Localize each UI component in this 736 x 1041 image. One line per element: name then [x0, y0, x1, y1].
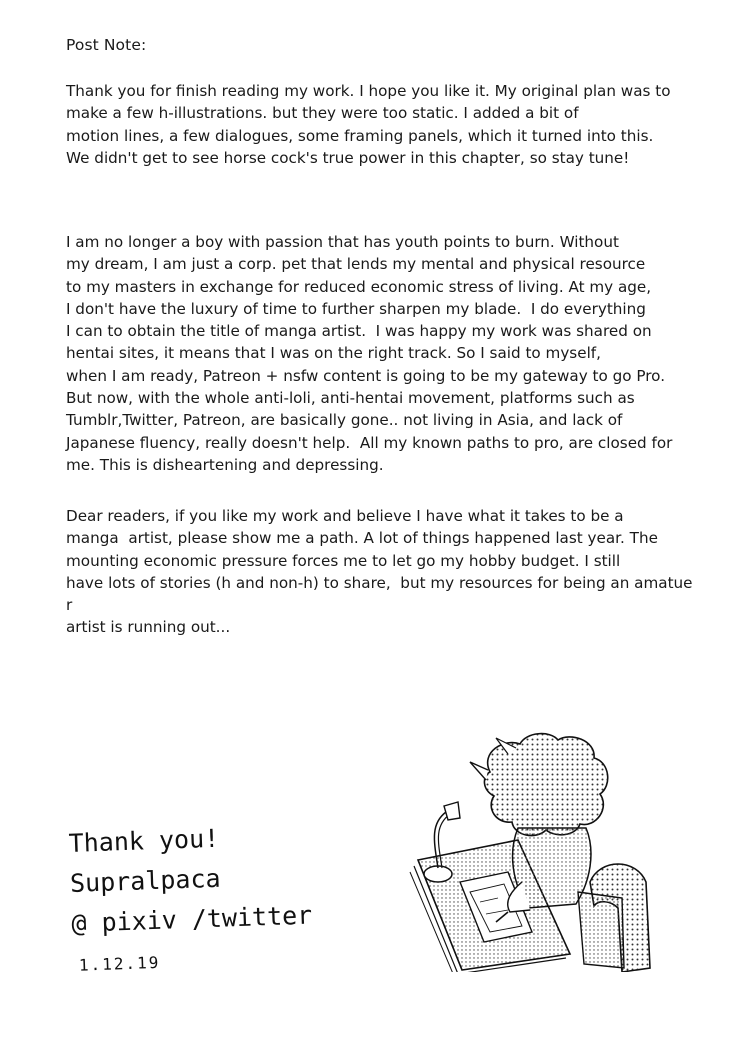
- text-line: Thank you for finish reading my work. I hope you like it. My original plan was to: [66, 82, 671, 100]
- text-line: We didn't get to see horse cock's true power in this chapter, so stay tune!: [66, 148, 630, 167]
- character-head: [470, 734, 608, 836]
- text-line: me. This is disheartening and depressing.: [66, 455, 384, 474]
- handwritten-signature: [68, 816, 314, 988]
- paragraph-situation: [66, 231, 706, 476]
- text-line: my dream, I am just a corp. pet that lends my mental and physical resource: [66, 255, 646, 274]
- text-line: make a few h-illustrations. but they were too static. I added a bit of: [66, 104, 579, 123]
- signature-name: Supralpaca: [69, 863, 222, 898]
- text-line: to my masters in exchange for reduced economic stress of living. At my age,: [66, 277, 652, 296]
- text-line: artist is running out...: [66, 618, 231, 637]
- text-line: Dear readers, if you like my work and believe I have what it takes to be a: [66, 507, 624, 525]
- signature-handle: @ pixiv /twitter: [70, 900, 313, 938]
- text-line: I don't have the luxury of time to further sharpen my blade. I do everything: [66, 299, 646, 318]
- page-title: Post Note:: [66, 36, 147, 54]
- artist-drawing-illustration: [400, 732, 690, 972]
- text-line: when I am ready, Patreon + nsfw content is going to be my gateway to go Pro.: [66, 366, 666, 385]
- text-line: manga artist, please show me a path. A lot of things happened last year. The: [66, 529, 658, 548]
- chair: [578, 864, 650, 972]
- text-line: hentai sites, it means that I was on the right track. So I said to myself,: [66, 344, 601, 363]
- text-line: I can to obtain the title of manga artist. I was happy my work was shared on: [66, 322, 652, 341]
- signature-date: 1.12.19: [78, 952, 161, 975]
- paragraph-thanks: [66, 80, 706, 169]
- text-line: Japanese fluency, really doesn't help. All my known paths to pro, are closed for: [66, 433, 673, 452]
- text-line: But now, with the whole anti-loli, anti-hentai movement, platforms such as: [66, 389, 635, 408]
- text-line: motion lines, a few dialogues, some framing panels, which it turned into this.: [66, 126, 654, 145]
- text-line: r: [66, 596, 73, 615]
- signature-thanks: Thank you!: [68, 823, 220, 858]
- paragraph-appeal: [66, 505, 706, 639]
- text-line: have lots of stories (h and non-h) to share, but my resources for being an amatue: [66, 573, 693, 592]
- text-line: Tumblr,Twitter, Patreon, are basically gone.. not living in Asia, and lack of: [66, 411, 623, 430]
- text-line: mounting economic pressure forces me to let go my hobby budget. I still: [66, 551, 621, 570]
- text-line: I am no longer a boy with passion that has youth points to burn. Without: [66, 233, 619, 251]
